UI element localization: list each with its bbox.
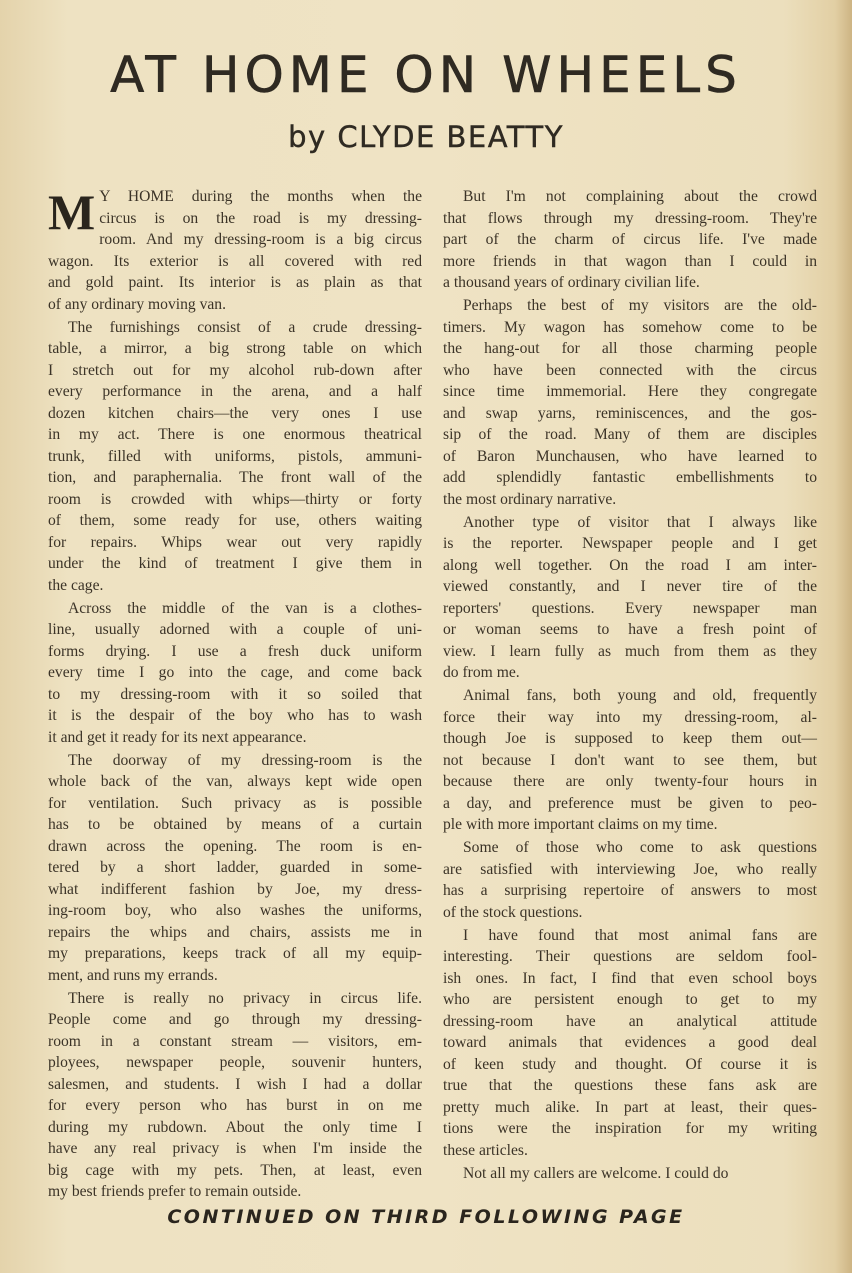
text-line: are satisfied with interviewing Joe, who really (443, 860, 817, 878)
text-line: Animal fans, both young and old, frequently (463, 687, 817, 704)
text-line: these articles. (443, 1141, 528, 1159)
text-line: has a surprising repertoire of answers to most (443, 882, 817, 899)
text-line: a thousand years of ordinary civilian life. (443, 274, 700, 291)
text-line: ple with more important claims on my time. (443, 816, 718, 833)
text-line: tion, and paraphernalia. The front wall of the (48, 469, 422, 486)
text-line: under the kind of treatment I give them in (48, 555, 422, 572)
text-line: is the reporter. Newspaper people and I get (443, 535, 817, 552)
text-line: what indifferent fashion by Joe, my dress- (48, 880, 422, 898)
text-line: circus is on the road is my dressing- (99, 209, 422, 227)
text-line: my preparations, keeps track of all my equip- (48, 945, 422, 962)
text-line: room. And my dressing-room is a big circus (99, 231, 422, 248)
text-line: viewed constantly, and I never tire of the (443, 578, 817, 595)
text-line: reporters' questions. Every newspaper man (443, 599, 817, 617)
text-line: People come and go through my dressing- (48, 1011, 422, 1028)
text-line: ing-room boy, who also washes the uniforms, (48, 902, 422, 919)
text-line: of any ordinary moving van. (48, 295, 226, 313)
text-line: Another type of visitor that I always like (463, 513, 817, 531)
paragraph (443, 295, 817, 510)
paragraph (48, 988, 422, 1203)
text-line: for every person who has burst in on me (48, 1097, 422, 1114)
text-line: I stretch out for my alcohol rub-down after (48, 361, 422, 379)
text-line: Across the middle of the van is a clothes- (68, 599, 422, 617)
text-line: add splendidly fantastic embellishments to (443, 469, 817, 486)
text-line: of them, some ready for use, others waiting (48, 512, 422, 529)
text-line: The doorway of my dressing-room is the (68, 751, 422, 769)
text-line: wagon. Its exterior is all covered with red (48, 252, 422, 270)
text-line: whole back of the van, always kept wide open (48, 773, 422, 790)
left-column (48, 186, 422, 1204)
text-line: Perhaps the best of my visitors are the old- (463, 297, 817, 314)
text-line: Y HOME during the months when the (99, 188, 422, 205)
paragraph (48, 750, 422, 987)
text-line: during my rubdown. About the only time I (48, 1118, 422, 1136)
paragraph (443, 186, 817, 294)
text-line: view. I learn fully as much from them as they (443, 642, 817, 660)
text-line: every time I go into the cage, and come back (48, 664, 422, 681)
paragraph (48, 186, 422, 315)
text-line: line, usually adorned with a couple of uni- (48, 621, 422, 638)
paragraph (48, 598, 422, 749)
text-line: who have been connected with the circus (443, 361, 817, 379)
paragraph (443, 1163, 817, 1185)
text-line: who are persistent enough to get to my (443, 991, 817, 1008)
text-line: the most ordinary narrative. (443, 490, 617, 508)
text-line: table, a mirror, a big strong table on which (48, 340, 422, 357)
text-line: ish ones. In fact, I find that even school boys (443, 969, 817, 987)
text-line: room in a constant stream — visitors, em- (48, 1032, 422, 1050)
text-line: drawn across the opening. The room is en- (48, 837, 422, 855)
drop-cap: M (48, 184, 96, 240)
text-line: have any real privacy is when I'm inside the (48, 1140, 422, 1157)
paragraph (443, 685, 817, 836)
text-line: room is crowded with whips—thirty or forty (48, 490, 422, 508)
text-line: for ventilation. Such privacy as is possible (48, 794, 422, 812)
text-line: Not all my callers are welcome. I could do (463, 1164, 729, 1182)
text-line: not because I don't want to see them, but (443, 751, 817, 769)
text-line: of Baron Munchausen, who have learned to (443, 447, 817, 465)
text-line: salesmen, and students. I wish I had a dollar (48, 1075, 422, 1093)
paragraph (443, 837, 817, 923)
text-line: the hang-out for all those charming people (443, 340, 817, 357)
text-line: or woman seems to have a fresh point of (443, 621, 817, 638)
text-line: since time immemorial. Here they congregate (443, 383, 817, 400)
text-line: that flows through my dressing-room. They're (443, 209, 817, 227)
text-line: more friends in that wagon than I could in (443, 252, 817, 270)
text-line: it and get it ready for its next appearance. (48, 728, 307, 746)
paragraph (48, 317, 422, 597)
text-line: do from me. (443, 664, 520, 681)
text-line: a day, and preference must be given to peo- (443, 794, 817, 812)
text-line: dozen kitchen chairs—the very ones I use (48, 404, 422, 422)
text-line: The furnishings consist of a crude dressing- (68, 318, 422, 336)
text-line: force their way into my dressing-room, al- (443, 708, 817, 726)
text-line: big cage with my pets. Then, at least, even (48, 1161, 422, 1179)
byline: by CLYDE BEATTY (288, 120, 564, 154)
text-line: timers. My wagon has somehow come to be (443, 318, 817, 336)
text-line: I have found that most animal fans are (463, 926, 817, 944)
text-line: true that the questions these fans ask are (443, 1077, 817, 1094)
text-line: in my act. There is one enormous theatrical (48, 426, 422, 443)
article-title: AT HOME ON WHEELS (110, 46, 742, 104)
text-line: dressing-room have an analytical attitude (443, 1012, 817, 1030)
text-line: sip of the road. Many of them are disciples (443, 426, 817, 443)
text-line: the cage. (48, 576, 104, 594)
text-line: my best friends prefer to remain outside. (48, 1183, 302, 1200)
text-line: Some of those who come to ask questions (463, 839, 817, 856)
text-line: of keen study and thought. Of course it is (443, 1055, 817, 1073)
paragraph (443, 512, 817, 684)
text-line: trunk, filled with uniforms, pistols, ammuni- (48, 447, 422, 465)
text-line: has to be obtained by means of a curtain (48, 816, 422, 833)
text-line: tions were the inspiration for my writing (443, 1120, 817, 1137)
text-line: because there are only twenty-four hours in (443, 773, 817, 790)
text-line: But I'm not complaining about the crowd (463, 188, 817, 205)
text-line: pretty much alike. In part at least, their ques- (443, 1098, 817, 1116)
text-line: tered by a short ladder, guarded in some- (48, 859, 422, 876)
text-line: ment, and runs my errands. (48, 966, 218, 984)
paragraph (443, 925, 817, 1162)
text-line: and gold paint. Its interior is as plain as that (48, 274, 422, 291)
text-line: though Joe is supposed to keep them out— (443, 730, 817, 747)
text-line: interesting. Their questions are seldom fool- (443, 948, 817, 965)
text-line: and swap yarns, reminiscences, and the gos- (443, 404, 817, 422)
text-line: part of the charm of circus life. I've made (443, 231, 817, 248)
text-line: it is the despair of the boy who has to wash (48, 707, 422, 724)
text-line: ployees, newspaper people, souvenir hunters, (48, 1054, 422, 1071)
right-column (443, 186, 817, 1186)
text-line: There is really no privacy in circus life. (68, 989, 422, 1007)
text-line: repairs the whips and chairs, assists me in (48, 923, 422, 941)
text-line: every performance in the arena, and a half (48, 383, 422, 400)
text-line: to my dressing-room with it so soiled that (48, 685, 422, 703)
text-line: for repairs. Whips wear out very rapidly (48, 533, 422, 551)
continued-notice: CONTINUED ON THIRD FOLLOWING PAGE (167, 1206, 685, 1228)
text-line: toward animals that evidences a good deal (443, 1034, 817, 1051)
text-line: along well together. On the road I am inter- (443, 556, 817, 574)
text-line: of the stock questions. (443, 903, 583, 921)
text-line: forms drying. I use a fresh duck uniform (48, 642, 422, 660)
